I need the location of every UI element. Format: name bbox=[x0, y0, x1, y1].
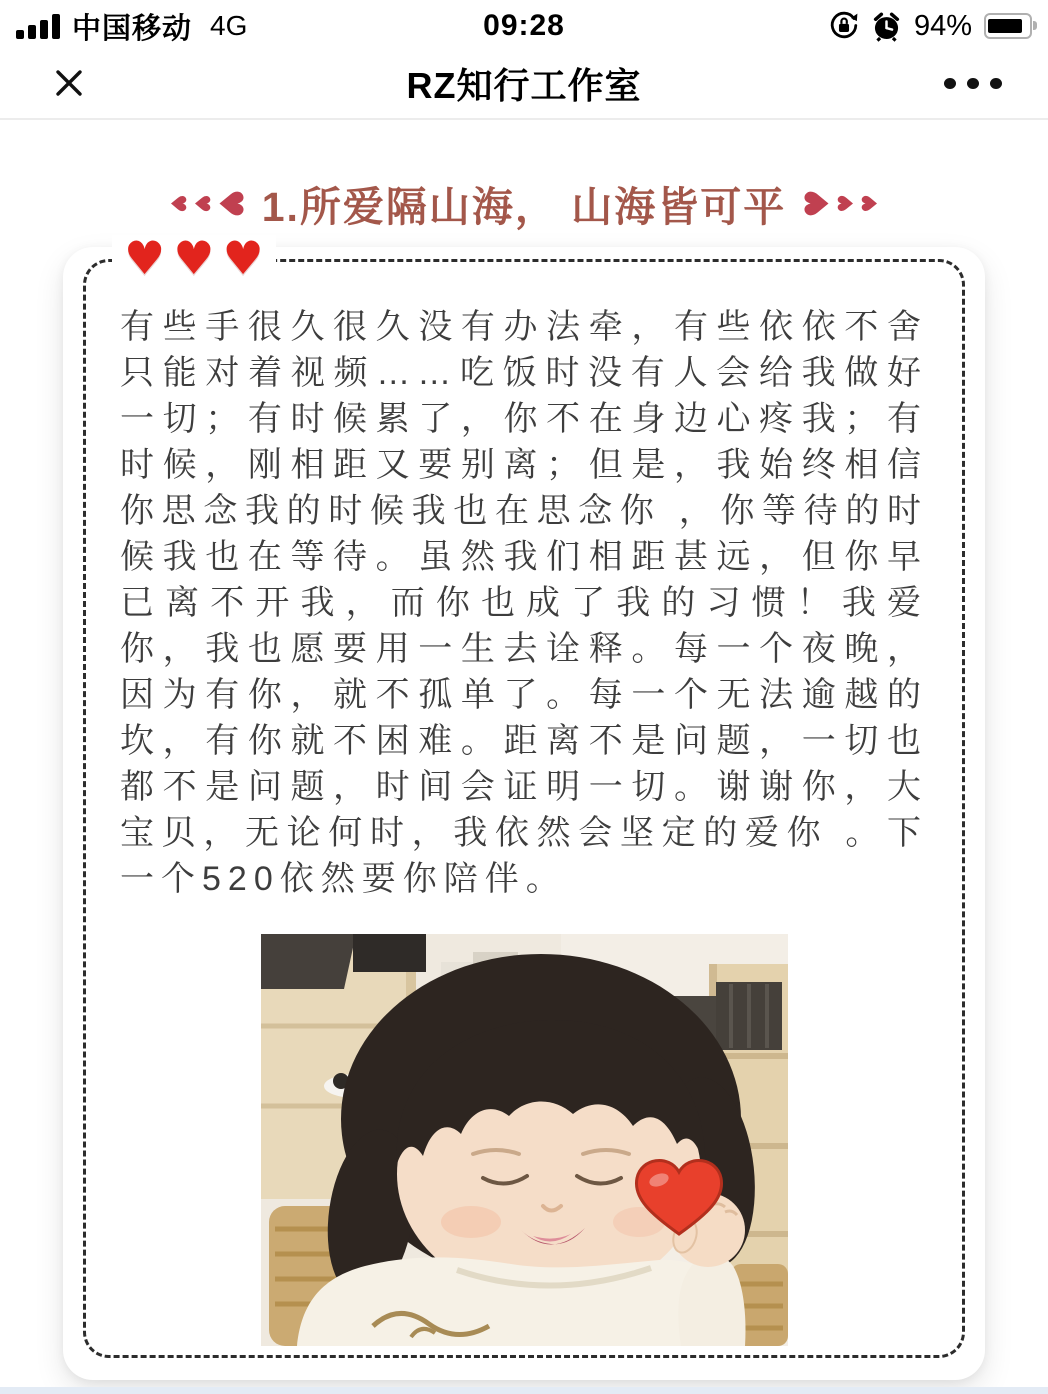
more-dot-icon bbox=[967, 78, 979, 89]
time-label: 09:28 bbox=[483, 9, 565, 42]
battery-icon bbox=[984, 13, 1032, 39]
alarm-icon bbox=[871, 11, 902, 42]
status-bar bbox=[0, 0, 1048, 48]
close-icon bbox=[51, 65, 87, 101]
battery-fill bbox=[988, 19, 1022, 33]
triple-hearts-icon bbox=[112, 231, 276, 285]
heart-arrow-icon: ♥ bbox=[833, 194, 858, 213]
heart-arrows-right-icon bbox=[797, 187, 882, 220]
more-dot-icon bbox=[990, 78, 1002, 89]
heart-arrow-icon: ♥ bbox=[857, 194, 882, 213]
heart-arrow-icon: ♥ bbox=[797, 188, 837, 219]
rotation-lock-icon bbox=[829, 11, 859, 41]
article-heading-row bbox=[0, 174, 1048, 233]
heart-icon: ♥ bbox=[124, 231, 166, 285]
heart-arrow-icon: ♥ bbox=[166, 194, 191, 213]
status-right-cluster bbox=[829, 10, 1032, 43]
heart-icon: ♥ bbox=[173, 231, 215, 285]
nav-bar bbox=[0, 48, 1048, 120]
network-label: 4G bbox=[210, 10, 248, 41]
signal-icon bbox=[16, 13, 62, 39]
heart-icon: ♥ bbox=[222, 231, 264, 285]
heart-arrow-icon: ♥ bbox=[211, 188, 251, 219]
child-photo-illustration bbox=[261, 934, 788, 1346]
more-menu-button[interactable] bbox=[940, 70, 1006, 97]
article-card bbox=[63, 231, 985, 1380]
heart-arrow-icon: ♥ bbox=[190, 194, 215, 213]
article-paragraph: 有些手很久很久没有办法牵，有些依依不舍只能对着视频……吃饭时没有人会给我做好一切；有时候累了，你不在身边心疼我；有时候，刚相距又要别离；但是，我始终相信你思念我的时候我也在思念你 ，你等待的时候我也在等待。虽然我们相距甚远，但你早已离不开我，而你也成了我的习惯！我爱你，我也愿要用一生去诠释。每一个夜晚，因为有你，就不孤单了。每一个无法逾越的坎，有你就不困难。距离不是问题，一切也都不是问题，时间会证明一切。谢谢你，大宝贝，无论何时，我依然会坚定的爱你 。下一个520依然要你陪伴。 bbox=[120, 308, 928, 898]
article-heading: 1.所爱隔山海， 山海皆可平 bbox=[261, 184, 787, 230]
dashed-border-box bbox=[83, 231, 965, 1358]
article-photo[interactable] bbox=[86, 934, 962, 1346]
close-button[interactable] bbox=[48, 62, 90, 104]
bottom-strip bbox=[0, 1387, 1048, 1394]
heart-arrows-left-icon bbox=[166, 187, 251, 220]
page-title: RZ知行工作室 bbox=[406, 64, 642, 106]
carrier-label: 中国移动 bbox=[72, 12, 193, 45]
battery-tip bbox=[1033, 21, 1037, 30]
battery-percent-label: 94% bbox=[913, 9, 972, 42]
status-left-cluster bbox=[16, 6, 247, 47]
more-dot-icon bbox=[944, 78, 956, 89]
